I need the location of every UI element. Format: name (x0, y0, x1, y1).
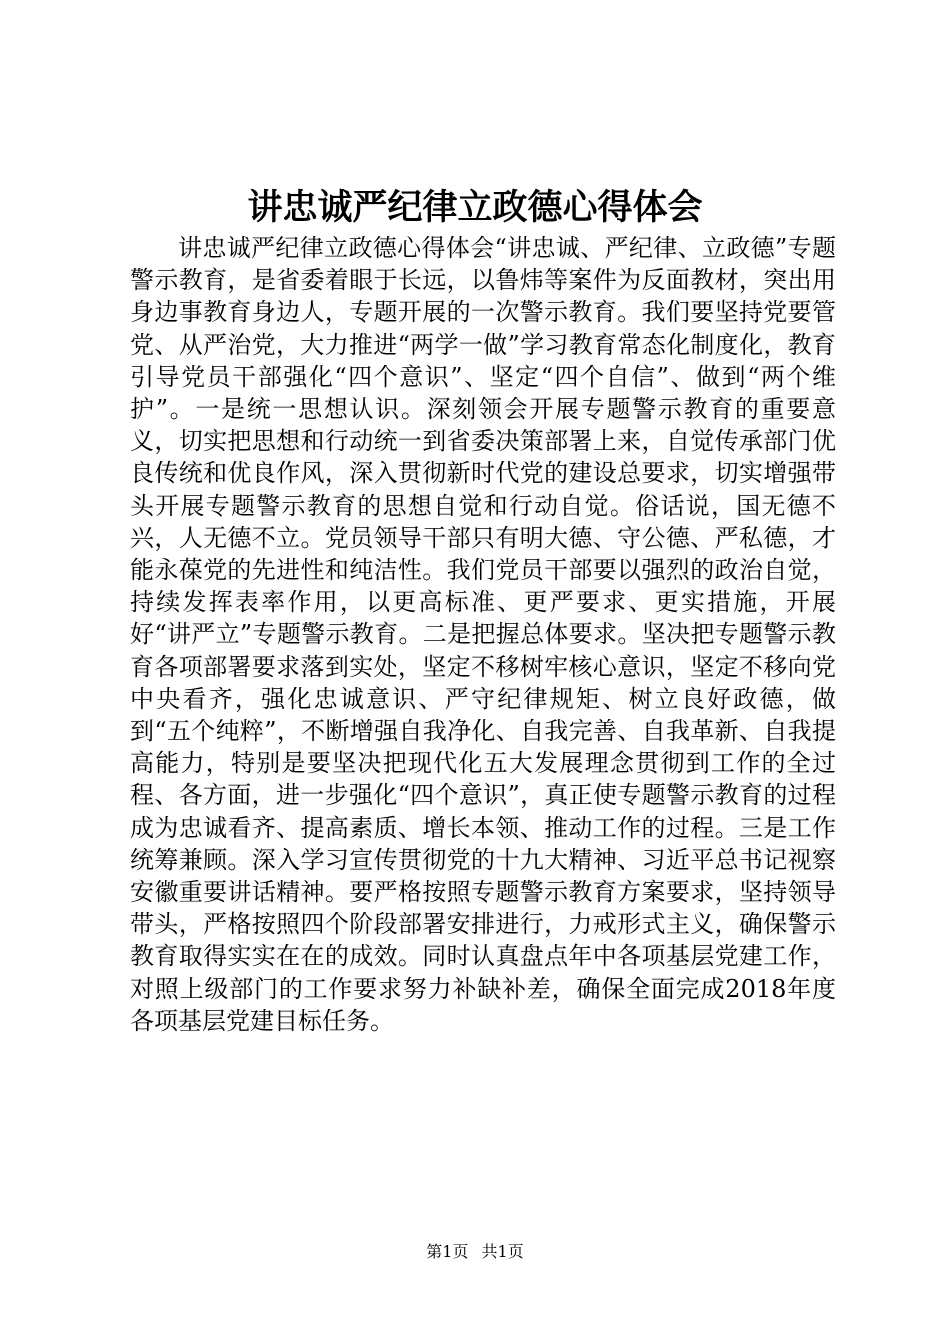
page-number-total: 共1页 (481, 1242, 524, 1261)
document-body-paragraph: 讲忠诚严纪律立政德心得体会“讲忠诚、严纪律、立政德”专题警示教育，是省委着眼于长远，以鲁炜等案件为反面教材，突出用身边事教育身边人，专题开展的一次警示教育。我们要坚持党要管党、从严治党，大力推进“两学一做”学习教育常态化制度化，教育引导党员干部强化“四个意识”、坚定“四个自信”、做到“两个维护”。一是统一思想认识。深刻领会开展专题警示教育的重要意义，切实把思想和行动统一到省委决策部署上来，自觉传承部门优良传统和优良作风，深入贯彻新时代党的建设总要求，切实增强带头开展专题警示教育的思想自觉和行动自觉。俗话说，国无德不兴，人无德不立。党员领导干部只有明大德、守公德、严私德，才能永葆党的先进性和纯洁性。我们党员干部要以强烈的政治自觉，持续发挥表率作用，以更高标准、更严要求、更实措施，开展好“讲严立”专题警示教育。二是把握总体要求。坚决把专题警示教育各项部署要求落到实处，坚定不移树牢核心意识，坚定不移向党中央看齐，强化忠诚意识、严守纪律规矩、树立良好政德，做到“五个纯粹”，不断增强自我净化、自我完善、自我革新、自我提高能力，特别是要坚决把现代化五大发展理念贯彻到工作的全过程、各方面，进一步强化“四个意识”，真正使专题警示教育的过程成为忠诚看齐、提高素质、增长本领、推动工作的过程。三是工作统筹兼顾。深入学习宣传贯彻党的十九大精神、习近平总书记视察安徽重要讲话精神。要严格按照专题警示教育方案要求，坚持领导带头，严格按照四个阶段部署安排进行，力戒形式主义，确保警示教育取得实实在在的成效。同时认真盘点年中各项基层党建工作，对照上级部门的工作要求努力补缺补差，确保全面完成2018年度各项基层党建目标任务。 (130, 234, 836, 1035)
page-number-current: 第1页 (426, 1242, 469, 1261)
document-title: 讲忠诚严纪律立政德心得体会 (247, 187, 703, 228)
page-footer (0, 1240, 950, 1264)
